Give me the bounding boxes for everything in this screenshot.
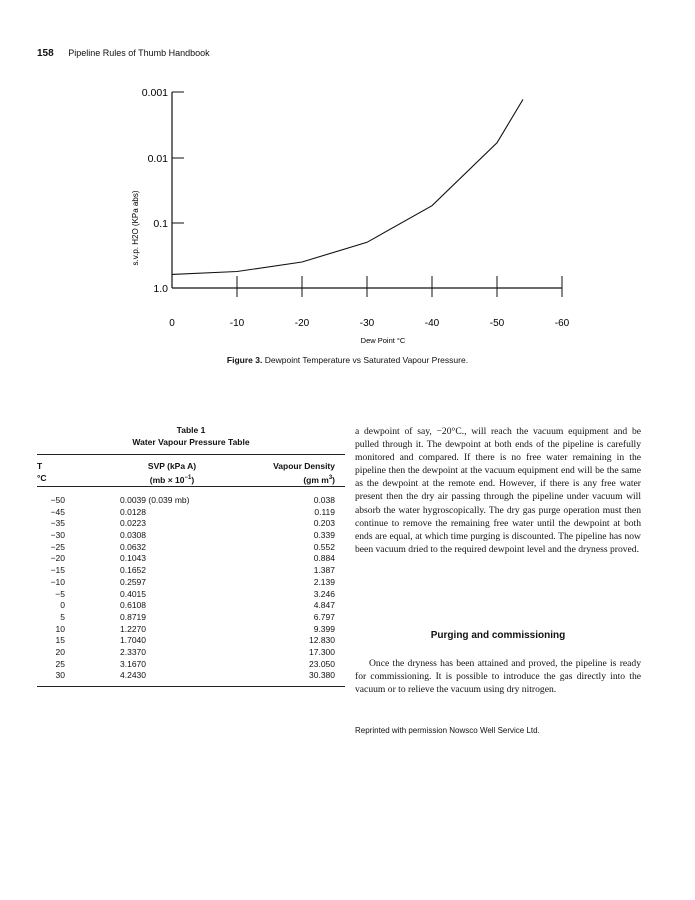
cell-svp: 3.1670 bbox=[120, 658, 146, 669]
table-row bbox=[37, 530, 345, 542]
table-title: Table 1 bbox=[176, 425, 206, 435]
cell-temperature: −10 bbox=[50, 576, 65, 587]
paragraph-1: a dewpoint of say, −20°C., will reach the vacuum equipment and be pulled through it. The dewpoint at both ends of the pipeline is carefully monitored and compared. If there is no free water remaining in the pipeline then the dewpoint at the vacuum equipment end will be the same as the dewpoint at the remote end. However, if there is any free water present then the dry air passing through the pipeline under vacuum will absorb the water hygroscopically. The dry gas purge operation must then continue to remove the remaining free water until the dewpoint at both ends are equal, at which time purging is discounted. The pipeline has now been vacuum dried to the required dewpoint level and the dryness proved. bbox=[355, 426, 641, 555]
cell-temperature: −20 bbox=[50, 553, 65, 564]
table-row bbox=[37, 635, 345, 647]
cell-temperature: −15 bbox=[50, 565, 65, 576]
cell-temperature: 25 bbox=[55, 658, 65, 669]
cell-svp: 0.0308 bbox=[120, 530, 146, 541]
cell-density: 12.830 bbox=[309, 635, 335, 646]
table-row bbox=[37, 565, 345, 577]
figure-caption-text: Dewpoint Temperature vs Saturated Vapour Pressure. bbox=[264, 355, 469, 365]
cell-density: 3.246 bbox=[313, 588, 335, 599]
cell-density: 23.050 bbox=[309, 658, 335, 669]
col-t-label: T bbox=[37, 461, 43, 471]
col-svp-label: SVP (kPa A) bbox=[147, 461, 197, 471]
cell-svp: 1.2270 bbox=[120, 623, 146, 634]
cell-temperature: −5 bbox=[55, 588, 65, 599]
cell-density: 4.847 bbox=[313, 600, 335, 611]
cell-density: 1.387 bbox=[313, 565, 335, 576]
cell-svp: 0.8719 bbox=[120, 611, 146, 622]
col-density-unit: (gm $m^3$) bbox=[303, 474, 335, 485]
cell-svp: 0.0039 (0.039 mb) bbox=[120, 495, 190, 505]
vapour-pressure-table bbox=[37, 424, 345, 687]
chart-xlabel: Dew Point °C bbox=[360, 336, 406, 345]
table-row bbox=[37, 647, 345, 659]
cell-density: 0.884 bbox=[313, 553, 335, 564]
cell-density: 0.339 bbox=[313, 530, 335, 541]
cell-temperature: 5 bbox=[60, 611, 65, 622]
svp-curve bbox=[172, 99, 523, 274]
cell-svp: 0.0223 bbox=[120, 518, 146, 529]
figure-label: Figure 3. bbox=[226, 355, 263, 365]
col-density-header bbox=[273, 460, 335, 486]
table-row bbox=[37, 495, 345, 507]
cell-density: 9.399 bbox=[313, 623, 335, 634]
body-text bbox=[355, 425, 641, 556]
col-density-label: Vapour Density bbox=[273, 461, 335, 471]
x-tick-label: -20 bbox=[294, 318, 310, 329]
chart-ticks bbox=[142, 87, 570, 329]
cell-svp: 0.1652 bbox=[120, 565, 146, 576]
table-row bbox=[37, 670, 345, 682]
cell-temperature: 20 bbox=[55, 646, 65, 657]
y-tick-label: 0.001 bbox=[141, 87, 168, 99]
table-subtitle: Water Vapour Pressure Table bbox=[132, 437, 250, 447]
col-t-unit: °C bbox=[37, 473, 47, 483]
dewpoint-chart bbox=[0, 0, 695, 380]
cell-temperature: 0 bbox=[60, 600, 65, 611]
chart-axes bbox=[172, 92, 562, 288]
page-number: 158 bbox=[37, 48, 54, 59]
cell-density: 6.797 bbox=[313, 611, 335, 622]
x-tick-label: -40 bbox=[424, 318, 440, 329]
table-row bbox=[37, 553, 345, 565]
table-header bbox=[37, 454, 345, 486]
cell-svp: 1.7040 bbox=[120, 635, 146, 646]
cell-density: 2.139 bbox=[313, 576, 335, 587]
section-heading: Purging and commissioning bbox=[430, 630, 566, 641]
cell-density: 0.038 bbox=[313, 495, 335, 505]
cell-density: 0.119 bbox=[314, 506, 335, 517]
cell-temperature: 15 bbox=[55, 635, 65, 646]
x-tick-label: -50 bbox=[489, 318, 505, 329]
table-row bbox=[37, 542, 345, 554]
cell-temperature: −30 bbox=[50, 530, 65, 541]
cell-svp: 4.2430 bbox=[120, 670, 146, 681]
cell-density: 17.300 bbox=[309, 646, 335, 657]
cell-density: 30.380 bbox=[309, 670, 335, 681]
y-tick-label: 0.1 bbox=[153, 218, 168, 230]
table-row bbox=[37, 589, 345, 601]
cell-temperature: −35 bbox=[50, 518, 65, 529]
cell-temperature: −25 bbox=[50, 541, 65, 552]
x-tick-label: -60 bbox=[554, 318, 570, 329]
cell-density: 0.203 bbox=[313, 518, 335, 529]
col-svp-header bbox=[107, 460, 237, 486]
cell-density: 0.552 bbox=[313, 541, 335, 552]
table-row bbox=[37, 507, 345, 519]
table-row bbox=[37, 577, 345, 589]
table-body bbox=[37, 487, 345, 686]
cell-svp: 0.6108 bbox=[120, 600, 146, 611]
cell-svp: 0.0128 bbox=[120, 506, 146, 517]
cell-temperature: −50 bbox=[50, 495, 65, 505]
cell-svp: 0.1043 bbox=[120, 553, 146, 564]
col-svp-unit: $(mb \times 10^{-1})$ bbox=[149, 474, 195, 485]
col-t-header bbox=[37, 460, 47, 484]
book-title: Pipeline Rules of Thumb Handbook bbox=[68, 48, 210, 58]
cell-temperature: 30 bbox=[55, 670, 65, 681]
table-row bbox=[37, 612, 345, 624]
cell-svp: 0.4015 bbox=[120, 588, 146, 599]
y-tick-label: 0.01 bbox=[147, 153, 168, 165]
x-tick-label: -30 bbox=[359, 318, 375, 329]
paragraph-2: Once the dryness has been attained and proved, the pipeline is ready for commissioning. It is possible to introduce the gas directly into the vacuum or to relieve the vacuum using dry nitrogen. bbox=[355, 658, 641, 696]
x-tick-label: 0 bbox=[169, 318, 175, 329]
y-tick-label: 1.0 bbox=[153, 283, 168, 295]
table-row bbox=[37, 624, 345, 636]
figure-caption bbox=[0, 355, 695, 365]
cell-svp: 0.2597 bbox=[120, 576, 146, 587]
cell-svp: 0.0632 bbox=[120, 541, 146, 552]
reprint-credit: Reprinted with permission Nowsco Well Service Ltd. bbox=[355, 726, 540, 735]
table-row bbox=[37, 659, 345, 671]
cell-temperature: 10 bbox=[55, 623, 65, 634]
chart-ylabel: s.v.p. H2O (KPa abs) bbox=[131, 190, 140, 266]
x-tick-label: -10 bbox=[229, 318, 245, 329]
cell-svp: 2.3370 bbox=[120, 646, 146, 657]
table-row bbox=[37, 600, 345, 612]
cell-temperature: −45 bbox=[50, 506, 65, 517]
table-row bbox=[37, 518, 345, 530]
